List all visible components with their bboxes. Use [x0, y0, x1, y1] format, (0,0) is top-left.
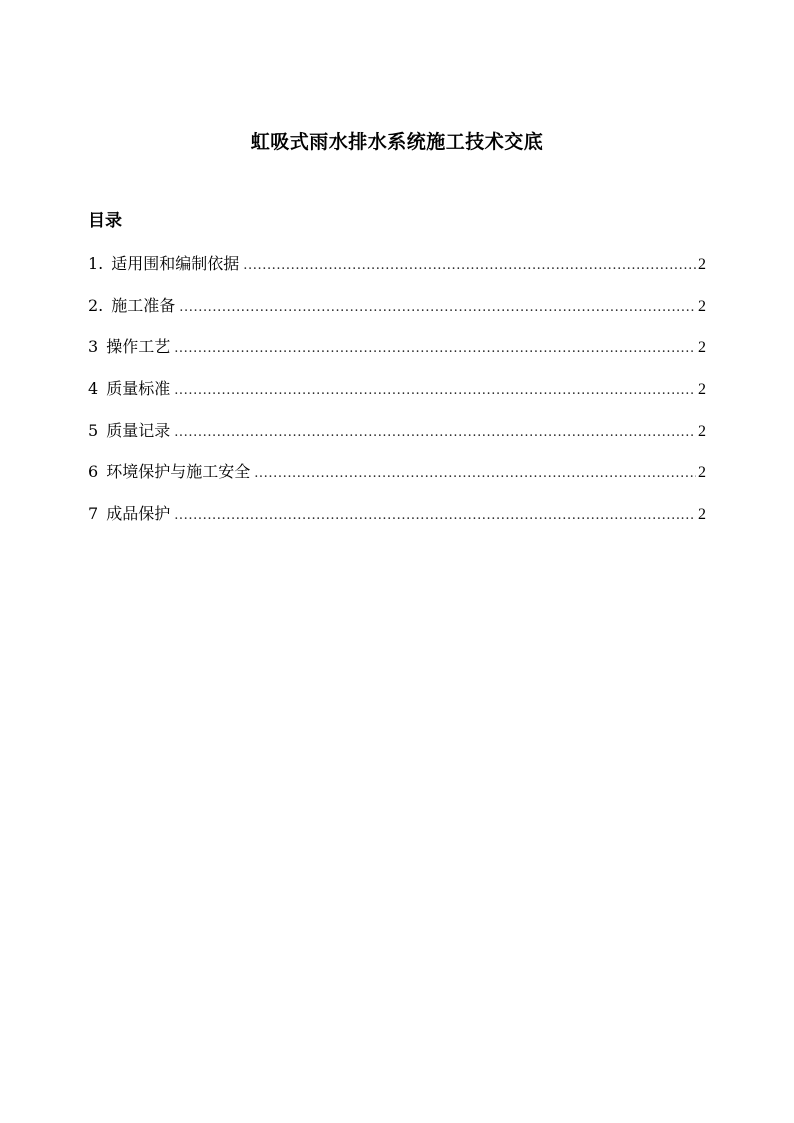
toc-entry[interactable] [88, 502, 706, 544]
toc-entry-page: 2 [698, 297, 706, 315]
toc-entry-page: 2 [698, 422, 706, 440]
toc-entry-page: 2 [698, 339, 706, 357]
toc-entry-number: 5 [88, 420, 99, 440]
toc-dot-leader [179, 296, 696, 320]
toc-dot-leader [174, 337, 696, 361]
toc-dot-leader [254, 462, 696, 486]
toc-entry-text: 适用围和编制依据 [111, 254, 240, 273]
table-of-contents [88, 252, 706, 544]
toc-entry[interactable] [88, 460, 706, 502]
toc-dot-leader [174, 421, 696, 445]
toc-entry-number: 7 [88, 504, 99, 524]
toc-entry[interactable] [88, 294, 706, 336]
toc-entry-page: 2 [698, 464, 706, 482]
toc-heading: 目录 [88, 211, 122, 231]
toc-entry[interactable] [88, 335, 706, 377]
page-title: 虹吸式雨水排水系统施工技术交底 [250, 131, 544, 153]
toc-entry[interactable] [88, 252, 706, 294]
toc-entry-number: 6 [88, 462, 99, 482]
toc-dot-leader [174, 379, 696, 403]
toc-entry-number: 2. [88, 295, 104, 315]
toc-entry-text: 操作工艺 [106, 337, 171, 357]
toc-entry-text: 质量标准 [106, 379, 171, 399]
toc-entry-page: 2 [698, 381, 706, 399]
toc-entry-text: 环境保护与施工安全 [106, 462, 251, 482]
toc-entry-number: 1. [88, 254, 104, 273]
toc-dot-leader [174, 504, 696, 528]
toc-entry-number: 4 [88, 379, 99, 399]
toc-entry[interactable] [88, 419, 706, 461]
toc-entry-text: 质量记录 [106, 420, 171, 440]
toc-entry-text: 成品保护 [106, 504, 171, 524]
toc-entry-page: 2 [698, 256, 706, 273]
toc-entry-page: 2 [698, 506, 706, 524]
toc-entry-text: 施工准备 [111, 295, 176, 315]
toc-entry[interactable] [88, 377, 706, 419]
toc-entry-number: 3 [88, 337, 99, 357]
toc-dot-leader [243, 254, 696, 278]
